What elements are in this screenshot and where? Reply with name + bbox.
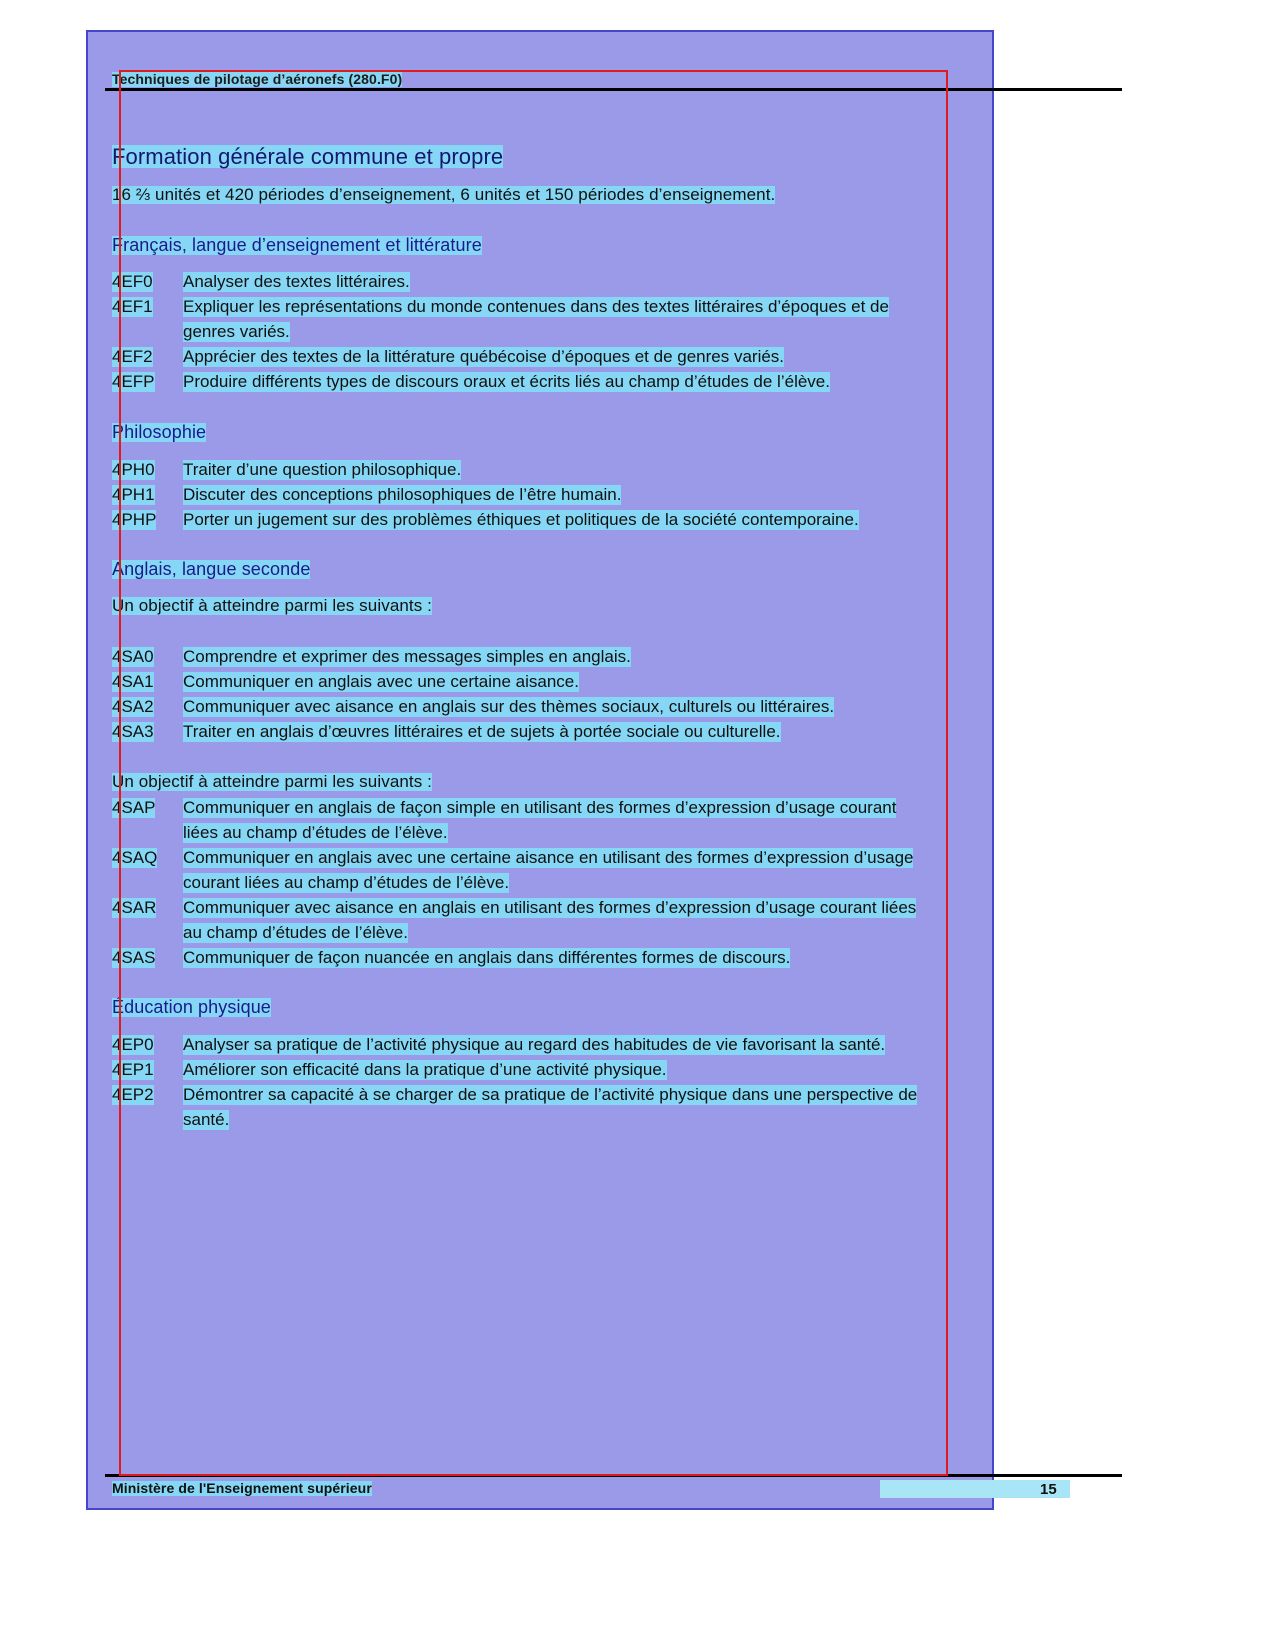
section-intro-2: Un objectif à atteindre parmi les suivants : bbox=[112, 772, 432, 791]
objective-text: Communiquer en anglais de façon simple en utilisant des formes d’expression d’usage courant bbox=[183, 798, 897, 817]
objective-code: 4EP1 bbox=[112, 1060, 154, 1079]
page-number: 15 bbox=[1040, 1481, 1057, 1498]
objective-code: 4SA2 bbox=[112, 697, 154, 716]
objective-text: Produire différents types de discours oraux et écrits liés au champ d’études de l’élève. bbox=[183, 372, 830, 391]
objective-code: 4SA0 bbox=[112, 647, 154, 666]
objective-code: 4EF2 bbox=[112, 347, 153, 366]
objective-text: Communiquer de façon nuancée en anglais dans différentes formes de discours. bbox=[183, 948, 791, 967]
objective-code: 4PH0 bbox=[112, 460, 155, 479]
objective-text: Porter un jugement sur des problèmes éthiques et politiques de la société contemporaine. bbox=[183, 510, 859, 529]
objective-text-cont: genres variés. bbox=[183, 322, 290, 341]
objective-text: Comprendre et exprimer des messages simples en anglais. bbox=[183, 647, 631, 666]
objective-code: 4SAS bbox=[112, 948, 156, 967]
objective-text-cont: liées au champ d’études de l’élève. bbox=[183, 823, 448, 842]
objective-text: Discuter des conceptions philosophiques de l’être humain. bbox=[183, 485, 622, 504]
objective-text: Traiter d’une question philosophique. bbox=[183, 460, 462, 479]
objective-text: Communiquer en anglais avec une certaine aisance en utilisant des formes d’expression d’usage bbox=[183, 848, 914, 867]
document-header: Techniques de pilotage d’aéronefs (280.F0) bbox=[112, 71, 403, 87]
objective-text: Améliorer son efficacité dans la pratique d’une activité physique. bbox=[183, 1060, 667, 1079]
objective-text: Communiquer avec aisance en anglais sur des thèmes sociaux, culturels ou littéraires. bbox=[183, 697, 835, 716]
objective-text: Analyser des textes littéraires. bbox=[183, 272, 410, 291]
objective-text: Expliquer les représentations du monde contenues dans des textes littéraires d’époques et de bbox=[183, 297, 889, 316]
objective-text: Démontrer sa capacité à se charger de sa pratique de l’activité physique dans une perspective de bbox=[183, 1085, 918, 1104]
objective-text-cont: santé. bbox=[183, 1110, 230, 1129]
objective-code: 4SAR bbox=[112, 898, 157, 917]
section-heading-philosophie: Philosophie bbox=[112, 422, 207, 442]
objective-code: 4PHP bbox=[112, 510, 157, 529]
footer-rule bbox=[105, 1474, 1122, 1477]
objective-text: Analyser sa pratique de l’activité physique au regard des habitudes de vie favorisant la santé. bbox=[183, 1035, 886, 1054]
page-title: Formation générale commune et propre bbox=[112, 144, 504, 169]
footer-text: Ministère de l'Enseignement supérieur bbox=[112, 1480, 372, 1496]
objective-text: Communiquer en anglais avec une certaine aisance. bbox=[183, 672, 579, 691]
objective-text: Communiquer avec aisance en anglais en utilisant des formes d’expression d’usage courant liées bbox=[183, 898, 917, 917]
objective-code: 4SA3 bbox=[112, 722, 154, 741]
objective-code: 4SA1 bbox=[112, 672, 154, 691]
objective-code: 4EP2 bbox=[112, 1085, 154, 1104]
objective-text-cont: courant liées au champ d’études de l’élève. bbox=[183, 873, 510, 892]
objective-text-cont: au champ d’études de l’élève. bbox=[183, 923, 408, 942]
objective-code: 4EF0 bbox=[112, 272, 153, 291]
units-line: 16 ⅔ unités et 420 périodes d’enseignement, 6 unités et 150 périodes d’enseignement. bbox=[112, 185, 776, 204]
objective-text: Traiter en anglais d’œuvres littéraires et de sujets à portée sociale ou culturelle. bbox=[183, 722, 781, 741]
objective-text: Apprécier des textes de la littérature québécoise d’époques et de genres variés. bbox=[183, 347, 785, 366]
objective-code: 4EF1 bbox=[112, 297, 153, 316]
objective-code: 4SAQ bbox=[112, 848, 158, 867]
objective-code: 4SAP bbox=[112, 798, 156, 817]
objective-code: 4PH1 bbox=[112, 485, 155, 504]
objective-code: 4EP0 bbox=[112, 1035, 154, 1054]
objective-code: 4EFP bbox=[112, 372, 155, 391]
section-heading-francais: Français, langue d’enseignement et littérature bbox=[112, 235, 482, 255]
header-rule bbox=[105, 88, 1122, 91]
section-heading-anglais: Anglais, langue seconde bbox=[112, 559, 311, 579]
section-intro: Un objectif à atteindre parmi les suivants : bbox=[112, 596, 432, 615]
section-heading-education-physique: Éducation physique bbox=[112, 997, 271, 1017]
